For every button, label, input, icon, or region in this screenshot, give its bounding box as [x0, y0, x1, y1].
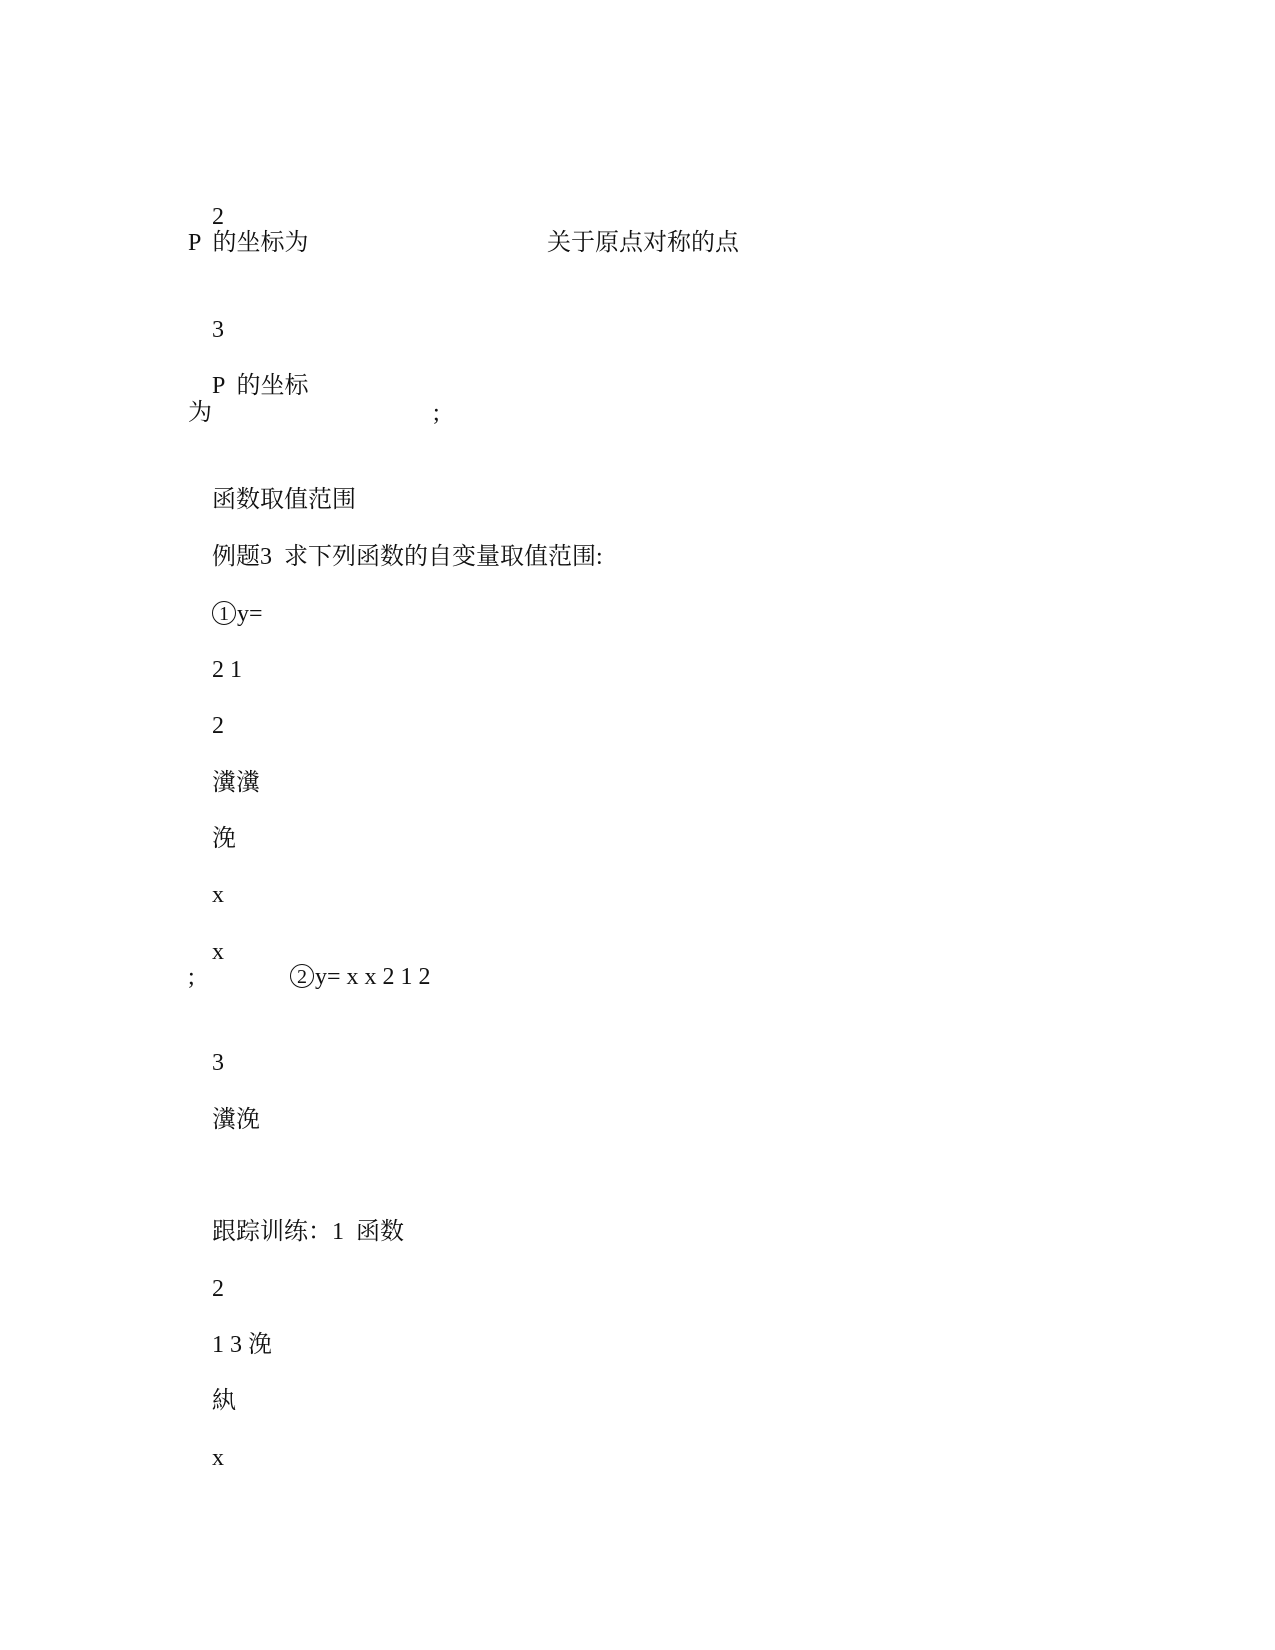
line-text: x [212, 882, 224, 908]
p-coordinate-label: P 的坐标为 [188, 230, 309, 256]
formula-text: y= [237, 601, 263, 627]
semicolon: ; [188, 964, 195, 990]
answer-line [188, 398, 588, 428]
line-text: 2 1 [212, 657, 242, 683]
line-text: 2 [212, 713, 224, 739]
circled-number: 2 [290, 964, 314, 988]
line-text: 1 3 浼 [212, 1332, 272, 1358]
line-text: 为 [188, 400, 212, 426]
formula-text: y= x x 2 1 2 [315, 964, 431, 990]
formula-line [188, 962, 688, 992]
coordinate-line [188, 228, 988, 258]
line-text: x [212, 1445, 224, 1471]
text-line [188, 1413, 224, 1503]
line-text: 2 [212, 1276, 224, 1302]
line-text: 例题3 求下列函数的自变量取值范围: [212, 544, 603, 570]
line-text: P 的坐标 [212, 373, 309, 399]
line-text: 瀵浼 [212, 1107, 260, 1133]
text-line [188, 1075, 260, 1165]
line-text: 跟踪训练：1 函数 [212, 1219, 404, 1245]
semicolon: ; [433, 400, 440, 426]
line-text: 函数取值范围 [212, 487, 356, 513]
line-text: 3 [212, 317, 224, 343]
line-text: 瀵瀵 [212, 770, 260, 796]
circled-number: 1 [212, 601, 236, 625]
line-text: 紈 [212, 1388, 236, 1414]
symmetric-point-label: 关于原点对称的点 [547, 230, 739, 256]
line-text: 浼 [212, 826, 236, 852]
line-text: 2 [212, 204, 224, 230]
line-text: x [212, 939, 224, 965]
line-text: 3 [212, 1050, 224, 1076]
